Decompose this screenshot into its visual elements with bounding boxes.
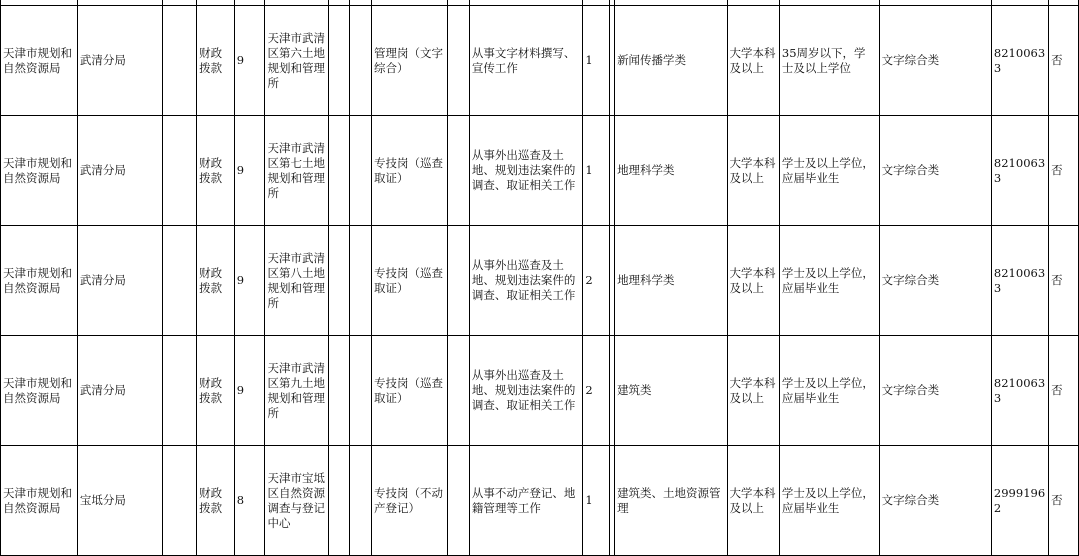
blank-cell-d xyxy=(448,226,470,336)
education-cell: 大学本科及以上 xyxy=(727,226,779,336)
major-cell: 地理科学类 xyxy=(615,116,727,226)
blank-cell-d xyxy=(448,446,470,556)
requirement-cell: 学士及以上学位，应届毕业生 xyxy=(779,336,879,446)
blank-cell-b xyxy=(328,226,350,336)
org-cell: 天津市宝坻区自然资源调查与登记中心 xyxy=(265,446,328,556)
table-row xyxy=(1,336,1079,446)
major-cell: 地理科学类 xyxy=(615,226,727,336)
flag-cell: 否 xyxy=(1049,116,1079,226)
unit-cell: 宝坻分局 xyxy=(77,446,162,556)
unit-cell: 武清分局 xyxy=(77,116,162,226)
level-cell: 9 xyxy=(234,6,265,116)
funding-cell: 财政拨款 xyxy=(197,116,235,226)
blank-cell-a xyxy=(162,226,196,336)
blank-cell-b xyxy=(328,116,350,226)
phone-cell: 82100633 xyxy=(991,336,1048,446)
phone-cell: 82100633 xyxy=(991,226,1048,336)
blank-cell-b xyxy=(328,446,350,556)
duty-cell: 从事外出巡查及土地、规划违法案件的调查、取证相关工作 xyxy=(469,116,582,226)
table-row xyxy=(1,6,1079,116)
blank-cell-b xyxy=(328,336,350,446)
duty-cell: 从事文字材料撰写、宣传工作 xyxy=(469,6,582,116)
blank-cell-c xyxy=(350,336,372,446)
education-cell: 大学本科及以上 xyxy=(727,116,779,226)
blank-cell-c xyxy=(350,226,372,336)
unit-cell: 武清分局 xyxy=(77,6,162,116)
count-cell: 1 xyxy=(583,6,610,116)
post-cell: 专技岗（不动产登记） xyxy=(372,446,448,556)
flag-cell: 否 xyxy=(1049,336,1079,446)
phone-cell: 29991962 xyxy=(991,446,1048,556)
blank-cell-d xyxy=(448,336,470,446)
level-cell: 9 xyxy=(234,116,265,226)
table-row xyxy=(1,116,1079,226)
phone-cell: 82100633 xyxy=(991,6,1048,116)
flag-cell: 否 xyxy=(1049,226,1079,336)
blank-cell-d xyxy=(448,6,470,116)
blank-cell-a xyxy=(162,116,196,226)
dept-cell: 天津市规划和自然资源局 xyxy=(1,226,78,336)
blank-cell-b xyxy=(328,6,350,116)
org-cell: 天津市武清区第八土地规划和管理所 xyxy=(265,226,328,336)
major-cell: 建筑类、土地资源管理 xyxy=(615,446,727,556)
funding-cell: 财政拨款 xyxy=(197,336,235,446)
blank-cell-c xyxy=(350,6,372,116)
count-cell: 2 xyxy=(583,336,610,446)
flag-cell: 否 xyxy=(1049,6,1079,116)
blank-cell-a xyxy=(162,446,196,556)
major-cell: 新闻传播学类 xyxy=(615,6,727,116)
count-cell: 1 xyxy=(583,116,610,226)
exam-cell: 文字综合类 xyxy=(879,446,991,556)
flag-cell: 否 xyxy=(1049,446,1079,556)
count-cell: 2 xyxy=(583,226,610,336)
org-cell: 天津市武清区第九土地规划和管理所 xyxy=(265,336,328,446)
table-row xyxy=(1,226,1079,336)
dept-cell: 天津市规划和自然资源局 xyxy=(1,6,78,116)
unit-cell: 武清分局 xyxy=(77,336,162,446)
requirement-cell: 学士及以上学位，应届毕业生 xyxy=(779,116,879,226)
requirement-cell: 35周岁以下，学士及以上学位 xyxy=(779,6,879,116)
funding-cell: 财政拨款 xyxy=(197,6,235,116)
count-cell: 1 xyxy=(583,446,610,556)
post-cell: 专技岗（巡查取证） xyxy=(372,226,448,336)
exam-cell: 文字综合类 xyxy=(879,116,991,226)
dept-cell: 天津市规划和自然资源局 xyxy=(1,336,78,446)
education-cell: 大学本科及以上 xyxy=(727,446,779,556)
funding-cell: 财政拨款 xyxy=(197,226,235,336)
phone-cell: 82100633 xyxy=(991,116,1048,226)
major-cell: 建筑类 xyxy=(615,336,727,446)
blank-cell-a xyxy=(162,6,196,116)
level-cell: 9 xyxy=(234,336,265,446)
exam-cell: 文字综合类 xyxy=(879,6,991,116)
table-row xyxy=(1,446,1079,556)
exam-cell: 文字综合类 xyxy=(879,336,991,446)
requirement-cell: 学士及以上学位，应届毕业生 xyxy=(779,446,879,556)
level-cell: 8 xyxy=(234,446,265,556)
blank-cell-c xyxy=(350,446,372,556)
post-cell: 专技岗（巡查取证） xyxy=(372,336,448,446)
exam-cell: 文字综合类 xyxy=(879,226,991,336)
duty-cell: 从事不动产登记、地籍管理等工作 xyxy=(469,446,582,556)
dept-cell: 天津市规划和自然资源局 xyxy=(1,446,78,556)
level-cell: 9 xyxy=(234,226,265,336)
blank-cell-c xyxy=(350,116,372,226)
education-cell: 大学本科及以上 xyxy=(727,6,779,116)
funding-cell: 财政拨款 xyxy=(197,446,235,556)
requirement-cell: 学士及以上学位，应届毕业生 xyxy=(779,226,879,336)
dept-cell: 天津市规划和自然资源局 xyxy=(1,116,78,226)
blank-cell-a xyxy=(162,336,196,446)
education-cell: 大学本科及以上 xyxy=(727,336,779,446)
org-cell: 天津市武清区第七土地规划和管理所 xyxy=(265,116,328,226)
blank-cell-d xyxy=(448,116,470,226)
post-cell: 管理岗（文字综合） xyxy=(372,6,448,116)
duty-cell: 从事外出巡查及土地、规划违法案件的调查、取证相关工作 xyxy=(469,336,582,446)
unit-cell: 武清分局 xyxy=(77,226,162,336)
post-cell: 专技岗（巡查取证） xyxy=(372,116,448,226)
org-cell: 天津市武清区第六土地规划和管理所 xyxy=(265,6,328,116)
duty-cell: 从事外出巡查及土地、规划违法案件的调查、取证相关工作 xyxy=(469,226,582,336)
